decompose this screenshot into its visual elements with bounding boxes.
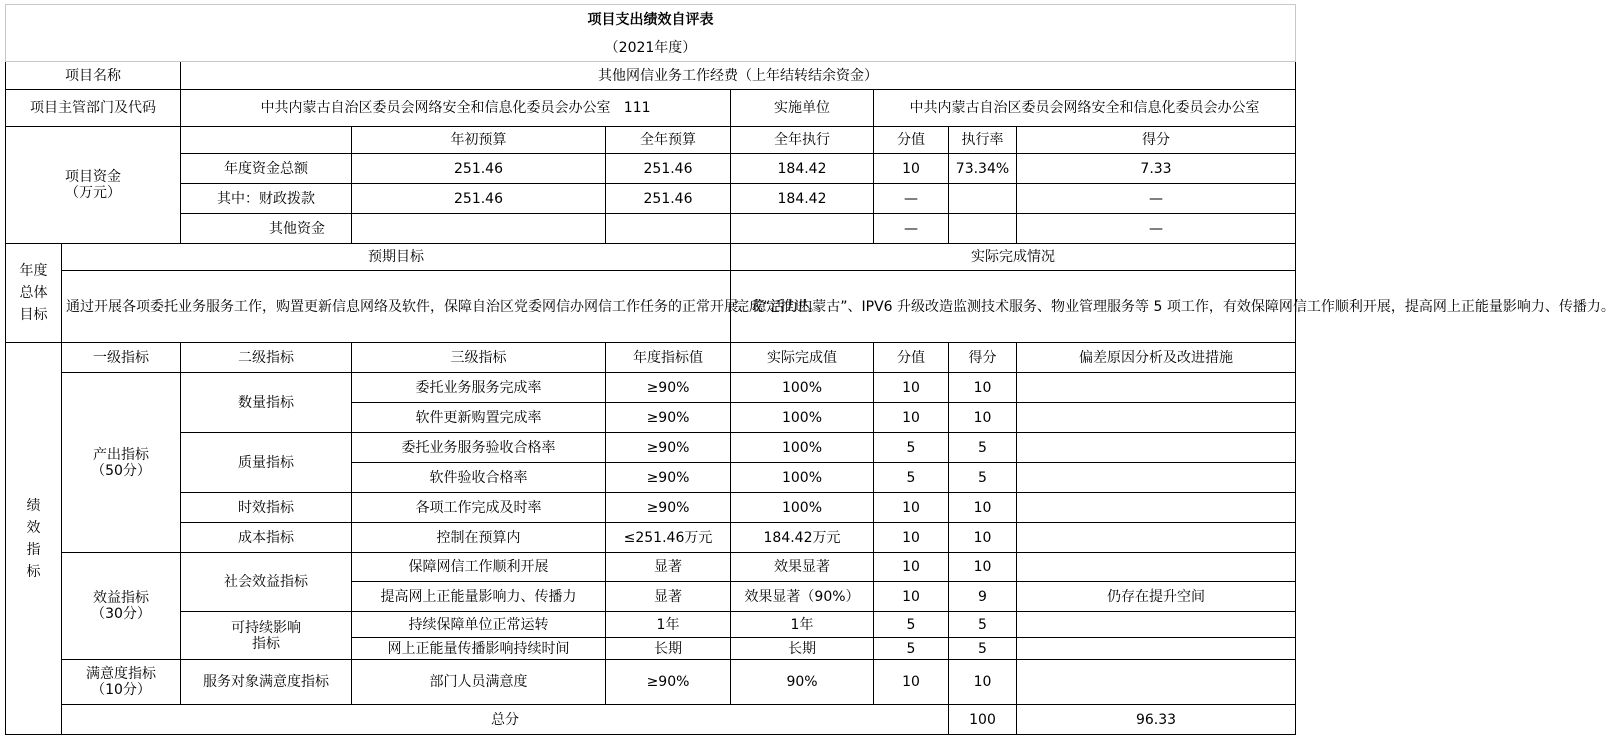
goals-actual-header: 实际完成情况 xyxy=(731,244,1296,271)
l3-cell: 部门人员满意度 xyxy=(352,660,606,705)
funds-row-annual: 251.46 xyxy=(606,184,731,214)
funds-label-cell xyxy=(6,127,181,244)
score-cell: 5 xyxy=(949,638,1017,660)
actual-cell: 100% xyxy=(731,373,874,403)
l1-satisfaction: 满意度指标 （10分） xyxy=(62,660,181,705)
funds-header-score-value: 分值 xyxy=(874,127,949,154)
l2-quantity: 数量指标 xyxy=(181,373,352,433)
target-cell: 长期 xyxy=(606,638,731,660)
actual-cell: 100% xyxy=(731,403,874,433)
deviation-cell xyxy=(1017,553,1296,582)
l1-output: 产出指标 （50分） xyxy=(62,373,181,553)
funds-row-executed: 184.42 xyxy=(731,184,874,214)
total-score: 96.33 xyxy=(1017,705,1296,735)
target-cell: ≥90% xyxy=(606,403,731,433)
funds-row-score-value: — xyxy=(874,214,949,244)
score-cell: 9 xyxy=(949,582,1017,612)
funds-row-name: 其中：财政拨款 xyxy=(181,184,352,214)
funds-row-name: 其他资金 xyxy=(181,214,352,244)
deviation-cell xyxy=(1017,463,1296,493)
actual-cell: 100% xyxy=(731,433,874,463)
actual-cell: 184.42万元 xyxy=(731,523,874,553)
deviation-cell xyxy=(1017,403,1296,433)
goals-expected-header: 预期目标 xyxy=(62,244,731,271)
score-cell: 5 xyxy=(949,463,1017,493)
target-cell: 显著 xyxy=(606,582,731,612)
l2-sustainable: 可持续影响 指标 xyxy=(181,612,352,660)
funds-row-name: 年度资金总额 xyxy=(181,154,352,184)
funds-row-executed: 184.42 xyxy=(731,154,874,184)
table-year: （2021年度） xyxy=(6,35,1296,62)
deviation-cell xyxy=(1017,433,1296,463)
l3-cell: 提高网上正能量影响力、传播力 xyxy=(352,582,606,612)
funds-header-executed: 全年执行 xyxy=(731,127,874,154)
deviation-cell xyxy=(1017,523,1296,553)
value-cell: 10 xyxy=(874,582,949,612)
value-cell: 5 xyxy=(874,463,949,493)
ind-header-l2: 二级指标 xyxy=(181,343,352,373)
evaluation-table xyxy=(5,4,1615,735)
ind-header-score: 得分 xyxy=(949,343,1017,373)
actual-cell: 100% xyxy=(731,493,874,523)
deviation-cell xyxy=(1017,493,1296,523)
score-cell: 10 xyxy=(949,373,1017,403)
score-cell: 10 xyxy=(949,523,1017,553)
total-value: 100 xyxy=(949,705,1017,735)
l2-satisfaction: 服务对象满意度指标 xyxy=(181,660,352,705)
target-cell: ≥90% xyxy=(606,373,731,403)
l1-benefit: 效益指标 （30分） xyxy=(62,553,181,660)
funds-row-initial: 251.46 xyxy=(352,154,606,184)
l3-cell: 委托业务服务验收合格率 xyxy=(352,433,606,463)
score-cell: 5 xyxy=(949,433,1017,463)
l2-quality: 质量指标 xyxy=(181,433,352,493)
dept-label: 项目主管部门及代码 xyxy=(6,90,181,127)
ind-header-value: 分值 xyxy=(874,343,949,373)
funds-row-executed xyxy=(731,214,874,244)
target-cell: 1年 xyxy=(606,612,731,638)
goals-expected-text: 通过开展各项委托业务服务工作，购置更新信息网络及软件，保障自治区党委网信办网信工作任务的正常开展、稳定推进。 xyxy=(62,271,731,343)
target-cell: ≥90% xyxy=(606,463,731,493)
score-cell: 10 xyxy=(949,493,1017,523)
funds-label: 项目资金 xyxy=(65,169,121,185)
funds-unit: （万元） xyxy=(65,185,121,201)
actual-cell: 效果显著 xyxy=(731,553,874,582)
score-cell: 10 xyxy=(949,403,1017,433)
impl-value: 中共内蒙古自治区委员会网络安全和信息化委员会办公室 xyxy=(874,90,1296,127)
project-name-value: 其他网信业务工作经费（上年结转结余资金） xyxy=(181,62,1296,90)
target-cell: ≥90% xyxy=(606,660,731,705)
funds-row-initial: 251.46 xyxy=(352,184,606,214)
deviation-cell xyxy=(1017,373,1296,403)
actual-cell: 90% xyxy=(731,660,874,705)
funds-row-rate xyxy=(949,214,1017,244)
l2-social: 社会效益指标 xyxy=(181,553,352,612)
deviation-cell xyxy=(1017,660,1296,705)
funds-header-initial: 年初预算 xyxy=(352,127,606,154)
score-cell: 10 xyxy=(949,660,1017,705)
value-cell: 5 xyxy=(874,433,949,463)
ind-header-actual: 实际完成值 xyxy=(731,343,874,373)
funds-header-blank xyxy=(181,127,352,154)
funds-row-score-value: 10 xyxy=(874,154,949,184)
l2-timeliness: 时效指标 xyxy=(181,493,352,523)
value-cell: 10 xyxy=(874,403,949,433)
funds-row-score: 7.33 xyxy=(1017,154,1296,184)
funds-row-annual xyxy=(606,214,731,244)
project-name-label: 项目名称 xyxy=(6,62,181,90)
l2-cost: 成本指标 xyxy=(181,523,352,553)
deviation-note: 仍存在提升空间 xyxy=(1017,582,1296,612)
score-cell: 5 xyxy=(949,612,1017,638)
funds-row-rate xyxy=(949,184,1017,214)
table-title: 项目支出绩效自评表 xyxy=(6,5,1296,35)
funds-row-score-value: — xyxy=(874,184,949,214)
score-cell: 10 xyxy=(949,553,1017,582)
goals-label: 年度总体目标 xyxy=(6,244,62,343)
value-cell: 10 xyxy=(874,373,949,403)
l3-cell: 委托业务服务完成率 xyxy=(352,373,606,403)
l3-cell: 持续保障单位正常运转 xyxy=(352,612,606,638)
actual-cell: 效果显著（90%） xyxy=(731,582,874,612)
value-cell: 10 xyxy=(874,493,949,523)
value-cell: 5 xyxy=(874,612,949,638)
target-cell: 显著 xyxy=(606,553,731,582)
deviation-cell xyxy=(1017,638,1296,660)
l3-cell: 网上正能量传播影响持续时间 xyxy=(352,638,606,660)
ind-header-l3: 三级指标 xyxy=(352,343,606,373)
value-cell: 10 xyxy=(874,523,949,553)
value-cell: 10 xyxy=(874,553,949,582)
goals-actual-text: 完成“活力内蒙古”、IPV6 升级改造监测技术服务、物业管理服务等 5 项工作，有效保障网信工作顺利开展，提高网上正能量影响力、传播力。 xyxy=(731,271,1296,343)
target-cell: ≥90% xyxy=(606,433,731,463)
value-cell: 5 xyxy=(874,638,949,660)
l3-cell: 软件验收合格率 xyxy=(352,463,606,493)
funds-row-initial xyxy=(352,214,606,244)
l3-cell: 各项工作完成及时率 xyxy=(352,493,606,523)
impl-label: 实施单位 xyxy=(731,90,874,127)
l3-cell: 保障网信工作顺利开展 xyxy=(352,553,606,582)
dept-value: 中共内蒙古自治区委员会网络安全和信息化委员会办公室 111 xyxy=(181,90,731,127)
l3-cell: 控制在预算内 xyxy=(352,523,606,553)
funds-header-score: 得分 xyxy=(1017,127,1296,154)
value-cell: 10 xyxy=(874,660,949,705)
ind-header-l1: 一级指标 xyxy=(62,343,181,373)
actual-cell: 100% xyxy=(731,463,874,493)
ind-header-deviation: 偏差原因分析及改进措施 xyxy=(1017,343,1296,373)
total-label: 总分 xyxy=(62,705,949,735)
ind-header-target: 年度指标值 xyxy=(606,343,731,373)
deviation-cell xyxy=(1017,612,1296,638)
actual-cell: 长期 xyxy=(731,638,874,660)
indicators-label: 绩效指标 xyxy=(6,343,62,735)
target-cell: ≥90% xyxy=(606,493,731,523)
l3-cell: 软件更新购置完成率 xyxy=(352,403,606,433)
funds-row-annual: 251.46 xyxy=(606,154,731,184)
actual-cell: 1年 xyxy=(731,612,874,638)
funds-row-score: — xyxy=(1017,214,1296,244)
funds-row-score: — xyxy=(1017,184,1296,214)
target-cell: ≤251.46万元 xyxy=(606,523,731,553)
funds-header-rate: 执行率 xyxy=(949,127,1017,154)
funds-row-rate: 73.34% xyxy=(949,154,1017,184)
funds-header-annual: 全年预算 xyxy=(606,127,731,154)
